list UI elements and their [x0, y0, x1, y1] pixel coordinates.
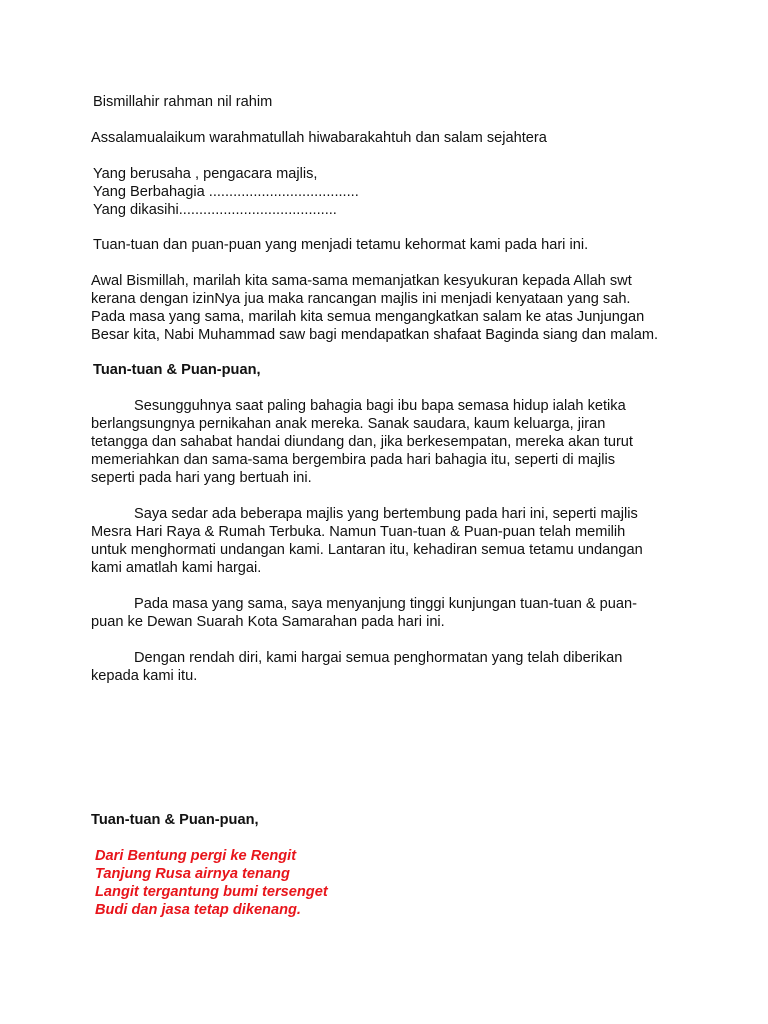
paragraph-line: berlangsungnya pernikahan anak mereka. Sanak saudara, kaum keluarga, jiran: [91, 416, 606, 432]
paragraph-line: seperti pada hari yang bertuah ini.: [91, 470, 312, 486]
pantun-line: Dari Bentung pergi ke Rengit: [95, 848, 297, 864]
paragraph-line: Pada masa yang sama, marilah kita semua mengangkatkan salam ke atas Junjungan: [91, 309, 645, 325]
paragraph-line: kami amatlah kami hargai.: [91, 560, 262, 576]
salutation-heading: Tuan-tuan & Puan-puan,: [91, 812, 259, 828]
paragraph-line: puan ke Dewan Suarah Kota Samarahan pada hari ini.: [91, 614, 445, 630]
paragraph-line: Mesra Hari Raya & Rumah Terbuka. Namun Tuan-tuan & Puan-puan telah memilih: [91, 524, 626, 540]
addressee-line: Yang berusaha , pengacara majlis,: [93, 166, 318, 182]
greeting-line: Assalamualaikum warahmatullah hiwabarakahtuh dan salam sejahtera: [91, 130, 547, 146]
paragraph-line: kerana dengan izinNya jua maka rancangan majlis ini menjadi kenyataan yang sah.: [91, 291, 631, 307]
paragraph-line: kepada kami itu.: [91, 668, 198, 684]
opening-line: Bismillahir rahman nil rahim: [93, 94, 273, 110]
paragraph-line: Saya sedar ada beberapa majlis yang bertembung pada hari ini, seperti majlis: [134, 506, 638, 522]
addressee-line: Yang Berbahagia .....................................: [93, 184, 359, 200]
paragraph-line: memeriahkan dan sama-sama bergembira pada hari bahagia itu, seperti di majlis: [91, 452, 616, 468]
paragraph-line: Pada masa yang sama, saya menyanjung tinggi kunjungan tuan-tuan & puan-: [134, 596, 638, 612]
guests-line: Tuan-tuan dan puan-puan yang menjadi tetamu kehormat kami pada hari ini.: [93, 237, 589, 253]
paragraph-line: Awal Bismillah, marilah kita sama-sama memanjatkan kesyukuran kepada Allah swt: [91, 273, 632, 289]
pantun-line: Budi dan jasa tetap dikenang.: [95, 902, 301, 918]
pantun-line: Tanjung Rusa airnya tenang: [95, 866, 290, 882]
paragraph-line: untuk menghormati undangan kami. Lantaran itu, kehadiran semua tetamu undangan: [91, 542, 643, 558]
salutation-heading: Tuan-tuan & Puan-puan,: [93, 362, 261, 378]
paragraph-line: tetangga dan sahabat handai diundang dan, jika berkesempatan, mereka akan turut: [91, 434, 633, 450]
paragraph-line: Dengan rendah diri, kami hargai semua penghormatan yang telah diberikan: [134, 650, 623, 666]
paragraph-line: Besar kita, Nabi Muhammad saw bagi mendapatkan shafaat Baginda siang dan malam.: [91, 327, 659, 343]
pantun-line: Langit tergantung bumi tersenget: [95, 884, 328, 900]
paragraph-line: Sesungguhnya saat paling bahagia bagi ibu bapa semasa hidup ialah ketika: [134, 398, 626, 414]
addressee-line: Yang dikasihi.......................................: [93, 202, 337, 218]
